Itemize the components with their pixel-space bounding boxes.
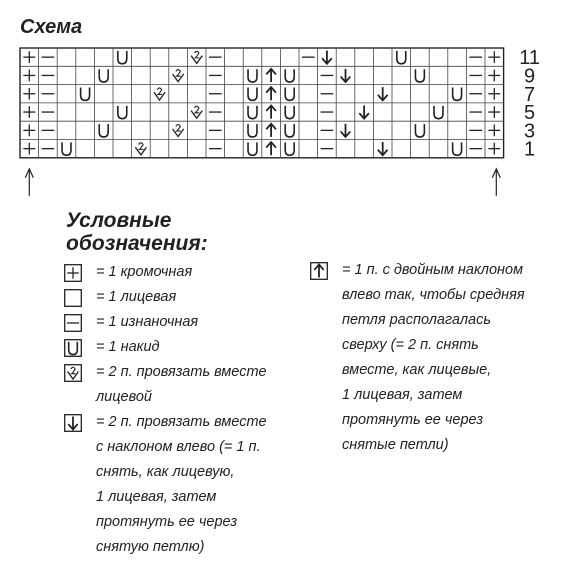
knitting-chart xyxy=(0,0,563,230)
start-marker-arrow-icon xyxy=(492,169,500,196)
row-number-label: 5 xyxy=(524,102,536,125)
knit-stitch-icon xyxy=(64,289,82,307)
arrow-down-icon xyxy=(64,414,82,432)
row-number-label: 9 xyxy=(524,65,536,88)
legend-heading-line2: обозначения: xyxy=(66,232,208,255)
legend-double-decrease-text: = 1 п. с двойным наклоном влево так, чтобы средняя петля располагалась сверху (= 2 п. снять вместе, как лицевые, 1 лицевая, затем протянуть ее через снятые петли) xyxy=(342,262,525,453)
legend-purl-stitch-text: = 1 изнаночная xyxy=(96,314,199,330)
purl-stitch-icon xyxy=(64,314,82,332)
legend-left-decrease-text: = 2 п. провязать вместе с наклоном влево (= 1 п. снять, как лицевую, 1 лицевая, затем протянуть ее через снятую петлю) xyxy=(96,414,267,555)
legend-knit-stitch-text: = 1 лицевая xyxy=(96,289,177,305)
row-number-label: 1 xyxy=(524,138,536,161)
k2tog-icon xyxy=(64,364,82,382)
row-number-label: 11 xyxy=(519,47,540,70)
legend-edge-stitch-text: = 1 кромочная xyxy=(96,264,193,280)
legend-k2tog-text: = 2 п. провязать вместе лицевой xyxy=(96,364,267,405)
yarn-over-icon xyxy=(64,339,82,357)
legend-heading-line1: Условные xyxy=(66,209,172,232)
edge-stitch-icon xyxy=(64,264,82,282)
row-number-label: 3 xyxy=(524,120,536,143)
legend-yarn-over-text: = 1 накид xyxy=(96,339,160,355)
row-number-label: 7 xyxy=(524,83,536,106)
start-marker-arrow-icon xyxy=(25,169,33,196)
scheme-title: Схема xyxy=(20,16,83,38)
arrow-up-icon xyxy=(310,262,328,280)
